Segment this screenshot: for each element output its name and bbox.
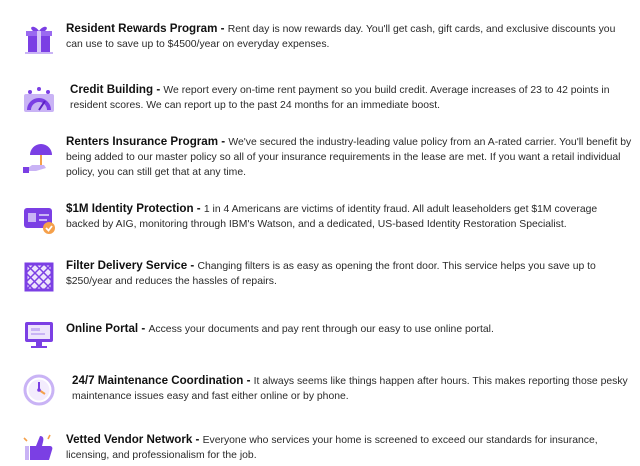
- benefit-title: Filter Delivery Service: [66, 259, 188, 272]
- filter-icon: [22, 260, 56, 294]
- benefit-description: Access your documents and pay rent through our easy to use online portal.: [148, 324, 494, 335]
- benefit-title: Resident Rewards Program: [66, 22, 218, 35]
- benefit-description: We've secured the industry-leading value policy from an A-rated carrier. You'll benefit by being added to our master policy so all of your insurance requirements in the lease are met. If you want a retail individual policy, you can still get that at any time.: [66, 137, 632, 178]
- thumbs-up-icon: [22, 432, 56, 466]
- monitor-icon: [22, 318, 56, 352]
- benefit-title: Online Portal: [66, 322, 139, 335]
- benefit-description: We report every on-time rent payment so you build credit. Average increases of 23 to 42 points in resident scores. We can report up to the past 24 months for an immediate boost.: [70, 85, 610, 111]
- benefit-title: 24/7 Maintenance Coordination: [72, 374, 244, 387]
- benefit-description: It always seems like things happen after hours. This makes reporting those pesky maintenance issues easy and fast either online or by phone.: [72, 376, 628, 402]
- identity-card-icon: [22, 202, 56, 236]
- benefit-title: Vetted Vendor Network: [66, 433, 193, 446]
- gift-icon: [22, 22, 56, 56]
- benefit-text: Filter Delivery Service - Changing filters is as easy as opening the front door. This service helps you save up to $250/year and reduces the hassles of repairs.: [66, 259, 596, 287]
- umbrella-hand-icon: [22, 141, 56, 175]
- benefit-description: Everyone who services your home is screened to exceed our standards for insurance, licensing, and professionalism for the job.: [66, 435, 598, 461]
- benefit-text: $1M Identity Protection - 1 in 4 Americans are victims of identity fraud. All adult leaseholders get $1M coverage backed by AIG, monitoring through IBM's Watson, and a dedicated, US-based Identity Restoration Specialist.: [66, 202, 598, 230]
- clock-icon: [22, 373, 56, 407]
- benefit-title: $1M Identity Protection: [66, 202, 194, 215]
- benefit-text: Vetted Vendor Network - Everyone who services your home is screened to exceed our standards for insurance, licensing, and professionalism for the job.: [66, 433, 598, 461]
- credit-gauge-icon: [22, 84, 56, 118]
- benefit-text: Credit Building - We report every on-time rent payment so you build credit. Average increases of 23 to 42 points in resident scores. We can report up to the past 24 months for an immediate boost.: [70, 83, 610, 111]
- benefit-text: Resident Rewards Program - Rent day is now rewards day. You'll get cash, gift cards, and exclusive discounts you can use to save up to $4500/year on everyday expenses.: [66, 22, 616, 50]
- benefit-title: Renters Insurance Program: [66, 135, 219, 148]
- benefit-title: Credit Building: [70, 83, 154, 96]
- benefit-text: 24/7 Maintenance Coordination - It always seems like things happen after hours. This makes reporting those pesky maintenance issues easy and fast either online or by phone.: [72, 374, 628, 402]
- benefit-text: Renters Insurance Program - We've secured the industry-leading value policy from an A-rated carrier. You'll benefit by being added to our master policy so all of your insurance requirements in the lease are met. If you want a retail individual policy, you can still get that at any time.: [66, 135, 632, 178]
- benefit-description: Changing filters is as easy as opening the front door. This service helps you save up to $250/year and reduces the hassles of repairs.: [66, 261, 596, 287]
- benefit-description: 1 in 4 Americans are victims of identity fraud. All adult leaseholders get $1M coverage backed by AIG, monitoring through IBM's Watson, and a dedicated, US-based Identity Restoration Specialist.: [66, 204, 598, 230]
- benefit-text: Online Portal - Access your documents and pay rent through our easy to use online portal.: [66, 322, 494, 335]
- benefit-description: Rent day is now rewards day. You'll get cash, gift cards, and exclusive discounts you can use to save up to $4500/year on everyday expenses.: [66, 24, 616, 50]
